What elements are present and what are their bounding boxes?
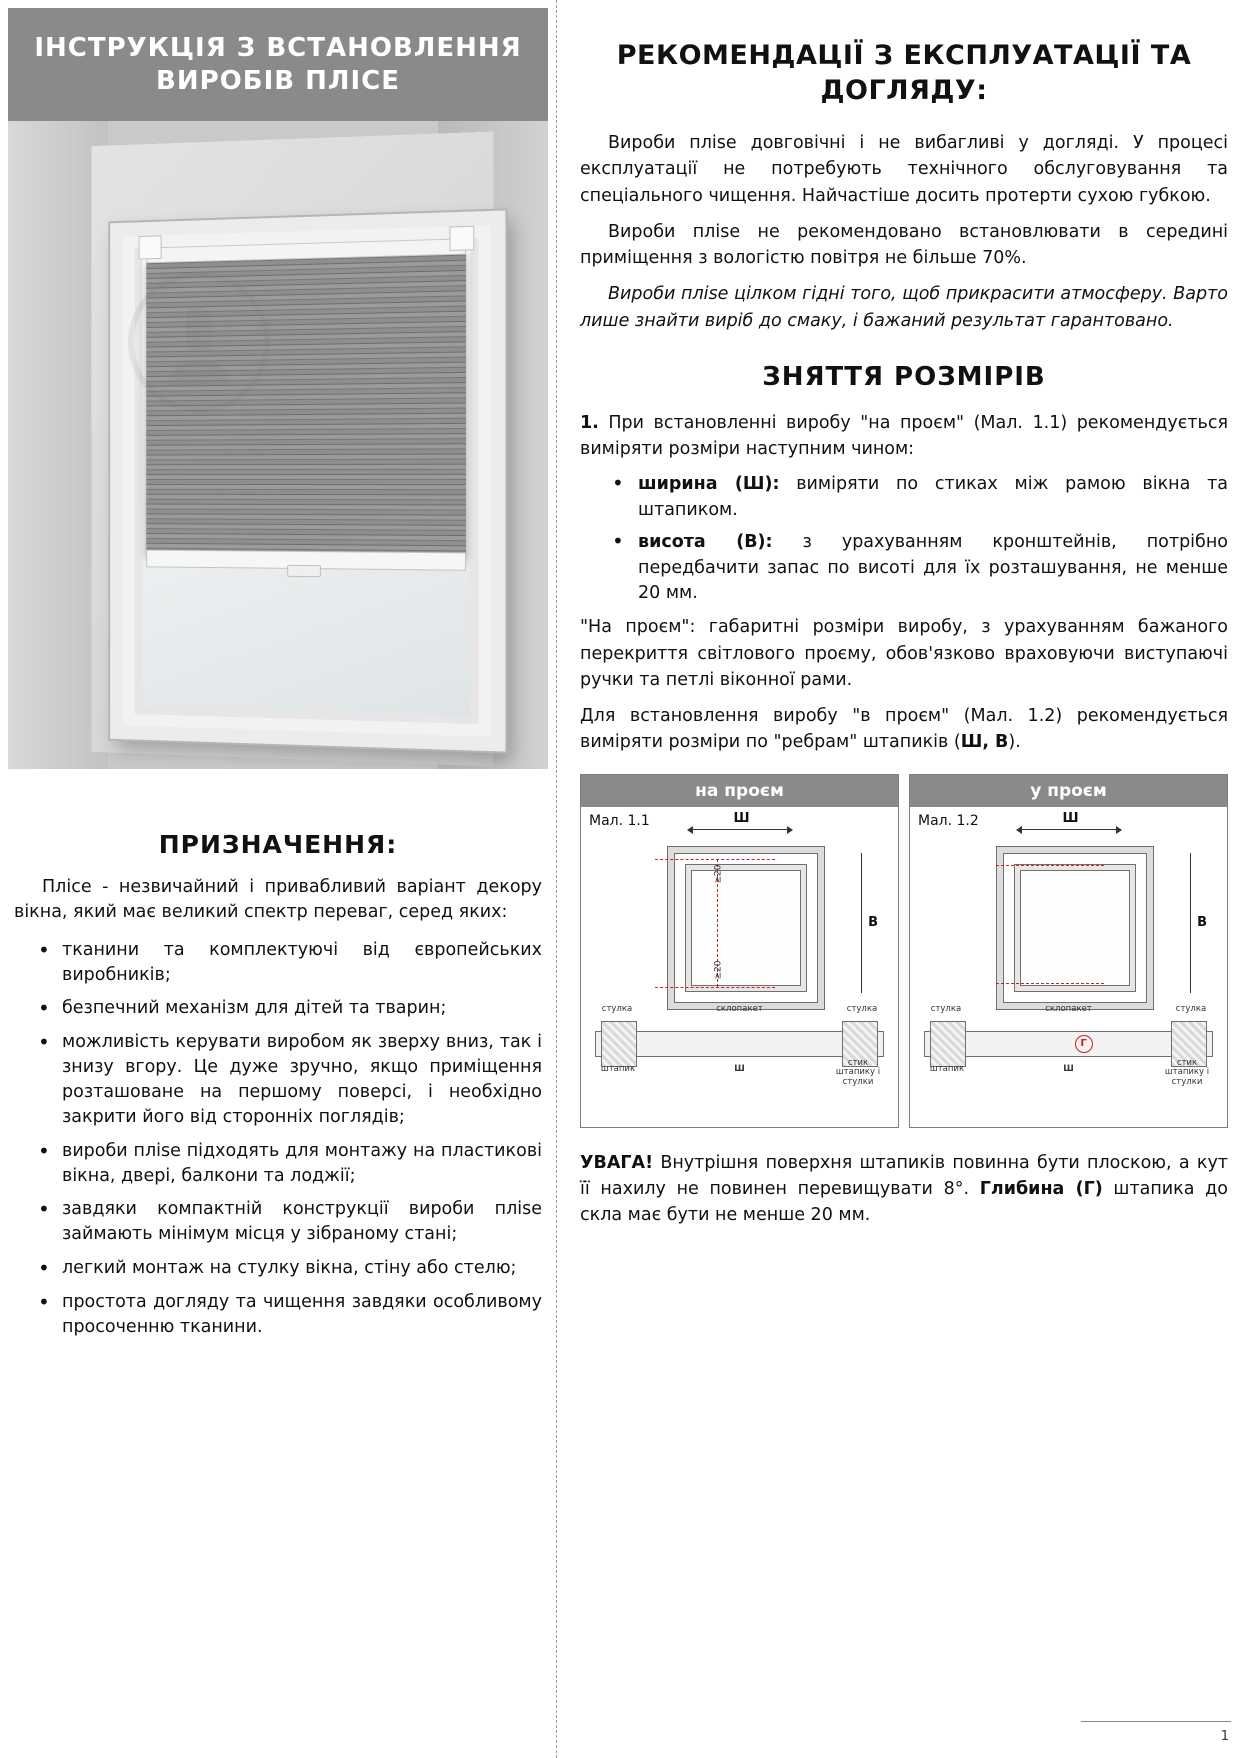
figure-2-height-dimension [1190, 853, 1191, 993]
document-title-band [8, 8, 548, 121]
figure-1-width-label: Ш [733, 810, 750, 826]
figure-1-section-left-block [601, 1021, 637, 1067]
purpose-heading: ПРИЗНАЧЕННЯ: [158, 830, 398, 859]
figure-na-proem [580, 774, 899, 1128]
bullet-text: з урахуванням кронштейнів, потрібно передбачити запас по висоті для їх розташування, не менше 20 мм. [638, 532, 1228, 603]
figure-1-red-bottom-line [655, 987, 775, 988]
plisse-blind [146, 250, 466, 556]
left-column [0, 0, 556, 1758]
figure-1-label: Мал. 1.1 [589, 812, 650, 829]
list-item: • вироби пліse підходять для монтажу на пластикові вікна, двері, балкони та лоджії; [14, 1139, 542, 1189]
figure-1-note-right: стулка [846, 1003, 878, 1014]
figure-2-height-label: В [1197, 914, 1207, 930]
warning-bold-term: Глибина (Г) [979, 1178, 1103, 1199]
fold-line [556, 0, 557, 1758]
list-item: • простота догляду та чищення завдяки особливому просоченню тканини. [14, 1290, 542, 1340]
figure-1-note-left: стулка [601, 1003, 633, 1014]
measurement-intro [580, 410, 1228, 463]
figure-group [580, 774, 1228, 1128]
figure-1-body [581, 807, 898, 1127]
figure-1-section-drawing [595, 1003, 884, 1088]
window-frame [110, 210, 505, 751]
warning-label: УВАГА! [580, 1152, 654, 1173]
warning-text-a: Внутрішня поверхня штапиків повинна бути плоскою, а кут її нахилу не повинен перевищувати 8°. [580, 1152, 1228, 1199]
care-paragraph-1: Вироби пліse довговічні і не вибагливі у догляді. У процесі експлуатації не потребують технічного обслуговування та спеціального чищення. Найчастіше досить протерти сухою губкою. [580, 133, 1228, 206]
list-item: • можливість керувати виробом як зверху вниз, так і знизу вгору. Це дуже зручно, якщо приміщення розташоване на першому поверсі, і необхідно закрити його від сторонніх поглядів; [14, 1030, 542, 1129]
measurement-p3-c: ). [1008, 732, 1021, 753]
figure-1-width-dimension [688, 829, 792, 830]
figure-1-window-drawing [668, 847, 824, 1009]
list-item [580, 530, 1228, 606]
measurement-p3-symbols: Ш, В [960, 732, 1009, 753]
figure-1-height-dimension [861, 853, 862, 993]
care-paragraph-3: Вироби пліse цілком гідні того, щоб прикрасити атмосферу. Варто лише знайти виріб до смаку, і бажаний результат гарантовано. [580, 284, 1228, 331]
bracket-left-icon [139, 235, 162, 259]
figure-1-sash [686, 865, 806, 991]
list-item: • легкий монтаж на стулку вікна, стіну або стелю; [14, 1256, 542, 1281]
figure-2-width-label: Ш [1062, 810, 1079, 826]
list-item: • тканини та комплектуючі від європейських виробників; [14, 938, 542, 988]
measurement-heading: ЗНЯТТЯ РОЗМІРІВ [762, 361, 1046, 392]
page-title: ІНСТРУКЦІЯ З ВСТАНОВЛЕННЯ ВИРОБІВ ПЛІСЕ [34, 33, 522, 96]
figure-2-section-left-block [930, 1021, 966, 1067]
window-sash [135, 238, 479, 724]
purpose-bullet-list [14, 938, 542, 1340]
figure-2-note-right: стулка [1175, 1003, 1207, 1014]
figure-2-depth-marker: Г [1075, 1035, 1093, 1053]
page-number: 1 [1220, 1729, 1229, 1744]
figure-1-note-bottom-left: штапик [600, 1063, 636, 1074]
list-item: • безпечний механізм для дітей та тварин; [14, 996, 542, 1021]
purpose-intro: Плісе - незвичайний і привабливий варіант декору вікна, який має великий спектр переваг, серед яких: [14, 877, 542, 923]
figure-2-body [910, 807, 1227, 1127]
right-column [580, 0, 1228, 1758]
figure-1-red-top-line [655, 859, 775, 860]
measurement-paragraph-3 [580, 703, 1228, 756]
measurement-intro-number: 1. [580, 412, 599, 433]
blind-handle [287, 565, 321, 577]
figure-u-proem [909, 774, 1228, 1128]
bullet-text: виміряти по стиках між рамою вікна та штапиком. [638, 474, 1228, 520]
care-paragraph-2: Вироби пліse не рекомендовано встановлювати в середині приміщення з вологістю повітря не більше 70%. [580, 221, 1228, 269]
figure-2-section-bar [924, 1031, 1213, 1057]
figure-2-header: у проєм [910, 775, 1227, 807]
figure-1-gap-bottom: ≥20 [713, 960, 724, 980]
figure-1-gap-top: ≥20 [713, 864, 724, 884]
bullet-term: ширина (Ш): [638, 474, 780, 495]
figure-2-note-bottom-left: штапик [929, 1063, 965, 1074]
list-item [580, 472, 1228, 523]
figure-1-note-bottom-right: стик штапику і стулки [835, 1057, 881, 1088]
bullet-term: висота (В): [638, 532, 773, 553]
purpose-section [14, 830, 542, 1349]
measurement-p3-a: Для встановлення виробу "в проєм" (Мал. 1.2) рекомендується виміряти розміри по "ребрам" штапиків ( [580, 706, 1228, 753]
figure-2-note-left: стулка [930, 1003, 962, 1014]
measurement-paragraph-2: "На проєм": габаритні розміри виробу, з урахуванням бажаного перекриття світлового проєму, обов'язково враховуючи виступаючі ручки та петлі віконної рами. [580, 617, 1228, 690]
footer-rule [1081, 1721, 1231, 1722]
list-item: • завдяки компактній конструкції вироби пліse займають мінімум місця у зібраному стані; [14, 1197, 542, 1247]
figure-1-header: на проєм [581, 775, 898, 807]
figure-2-note-bottom-right: стик штапику і стулки [1164, 1057, 1210, 1088]
figure-2-label: Мал. 1.2 [918, 812, 979, 829]
figure-1-section-bar [595, 1031, 884, 1057]
measurement-bullet-list [580, 472, 1228, 606]
warning-text-b: штапика до скла має бути не менше 20 мм. [580, 1178, 1228, 1226]
figure-2-section-drawing [924, 1003, 1213, 1088]
figure-2-note-bottom-mid: Ш [1063, 1063, 1074, 1074]
figure-1-note-mid: склопакет [716, 1003, 763, 1014]
warning-block [580, 1150, 1228, 1229]
care-body [580, 130, 1228, 334]
figure-1-height-label: В [868, 914, 878, 930]
figure-2-width-dimension [1017, 829, 1121, 830]
bracket-right-icon [450, 226, 475, 251]
blind-head-rail [146, 238, 466, 263]
figure-2-note-mid: склопакет [1045, 1003, 1092, 1014]
product-photo [8, 121, 548, 769]
care-heading: РЕКОМЕНДАЦІЇ З ЕКСПЛУАТАЦІЇ ТА ДОГЛЯДУ: [616, 40, 1192, 107]
figure-2-red-top-line [996, 865, 1104, 866]
figure-2-red-bottom-line [996, 983, 1104, 984]
measurement-intro-text: При встановленні виробу "на проєм" (Мал. 1.1) рекомендується виміряти розміри наступним чином: [580, 412, 1228, 460]
figure-1-note-bottom-mid: Ш [734, 1063, 745, 1074]
figure-2-window-drawing [997, 847, 1153, 1009]
figure-2-sash [1015, 865, 1135, 991]
